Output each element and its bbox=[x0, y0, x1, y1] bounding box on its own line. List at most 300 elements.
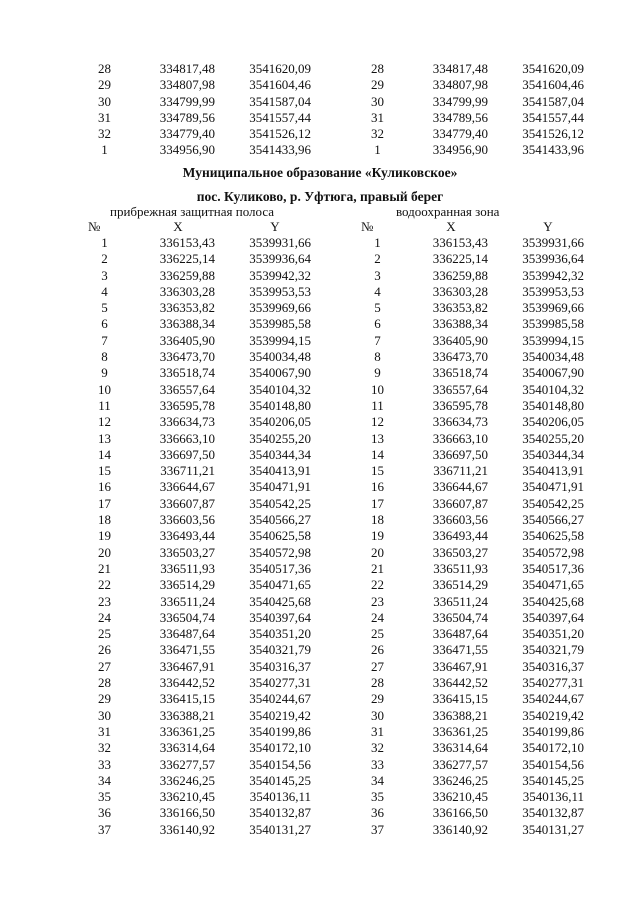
coordinate-x: 336388,34 bbox=[432, 316, 488, 332]
point-number: 14 bbox=[98, 446, 111, 462]
point-number: 20 bbox=[98, 544, 111, 560]
point-number: 5 bbox=[374, 300, 381, 316]
point-number: 7 bbox=[101, 332, 108, 348]
coordinate-y: 3540572,98 bbox=[249, 544, 311, 560]
coordinate-x: 336634,73 bbox=[432, 414, 488, 430]
point-number: 15 bbox=[371, 463, 384, 479]
point-number: 5 bbox=[101, 300, 108, 316]
table-row bbox=[361, 398, 591, 414]
point-number: 31 bbox=[98, 109, 111, 125]
coordinate-x: 336503,27 bbox=[159, 544, 215, 560]
table-row bbox=[361, 479, 591, 495]
table-row bbox=[88, 284, 318, 300]
coordinate-y: 3540154,56 bbox=[249, 756, 311, 772]
coordinate-x: 334789,56 bbox=[432, 109, 488, 125]
coordinate-y: 3540136,11 bbox=[249, 789, 311, 805]
coordinate-x: 336442,52 bbox=[432, 675, 488, 691]
point-number: 21 bbox=[371, 560, 384, 576]
table-row bbox=[88, 251, 318, 267]
point-number: 26 bbox=[371, 642, 384, 658]
table-row bbox=[361, 316, 591, 332]
coordinate-x: 336518,74 bbox=[159, 365, 215, 381]
table-row bbox=[88, 235, 318, 251]
table-row bbox=[88, 365, 318, 381]
coordinate-y: 3540244,67 bbox=[522, 691, 584, 707]
point-number: 9 bbox=[101, 365, 108, 381]
coordinate-y: 3539994,15 bbox=[522, 332, 584, 348]
coordinate-y: 3540277,31 bbox=[522, 675, 584, 691]
point-number: 3 bbox=[101, 267, 108, 283]
table-row bbox=[361, 365, 591, 381]
point-number: 30 bbox=[371, 93, 384, 109]
coordinate-x: 336303,28 bbox=[159, 283, 215, 299]
point-number: 1 bbox=[101, 235, 108, 250]
coordinate-x: 336225,14 bbox=[159, 251, 215, 267]
coordinate-x: 336140,92 bbox=[432, 821, 488, 837]
coordinate-y: 3541587,04 bbox=[249, 93, 311, 109]
table-row bbox=[88, 349, 318, 365]
coordinate-y: 3540104,32 bbox=[249, 381, 311, 397]
table-row bbox=[361, 268, 591, 284]
table-row bbox=[88, 496, 318, 512]
table-row bbox=[88, 512, 318, 528]
point-number: 15 bbox=[98, 463, 111, 479]
coordinate-y: 3540206,05 bbox=[522, 414, 584, 430]
coordinate-x: 336697,50 bbox=[432, 446, 488, 462]
coordinate-y: 3540517,36 bbox=[522, 560, 584, 576]
coordinate-x: 336487,64 bbox=[432, 626, 488, 642]
coordinate-x: 336353,82 bbox=[159, 300, 215, 316]
point-number: 36 bbox=[98, 805, 111, 821]
point-number: 10 bbox=[98, 381, 111, 397]
coordinate-y: 3541620,09 bbox=[249, 61, 311, 76]
table-row bbox=[361, 740, 591, 756]
coordinate-y: 3540255,20 bbox=[522, 430, 584, 446]
table-row bbox=[88, 740, 318, 756]
coordinate-x: 336388,34 bbox=[159, 316, 215, 332]
coordinate-y: 3540344,34 bbox=[249, 446, 311, 462]
point-number: 28 bbox=[371, 675, 384, 691]
table-row bbox=[88, 789, 318, 805]
table-row bbox=[361, 284, 591, 300]
coordinate-x: 336166,50 bbox=[159, 805, 215, 821]
coordinate-x: 336634,73 bbox=[159, 414, 215, 430]
coordinate-y: 3540397,64 bbox=[522, 609, 584, 625]
point-number: 2 bbox=[374, 251, 381, 267]
coordinate-y: 3540255,20 bbox=[249, 430, 311, 446]
table-row bbox=[361, 789, 591, 805]
coordinate-x: 336361,25 bbox=[432, 723, 488, 739]
coordinate-x: 336603,56 bbox=[159, 512, 215, 528]
coordinate-y: 3541587,04 bbox=[522, 93, 584, 109]
coordinate-x: 336259,88 bbox=[159, 267, 215, 283]
coordinate-y: 3540425,68 bbox=[522, 593, 584, 609]
left-subtitle: прибрежная защитная полоса bbox=[110, 204, 275, 219]
header-x: X bbox=[173, 219, 183, 234]
table-row bbox=[361, 691, 591, 707]
coordinate-y: 3540397,64 bbox=[249, 609, 311, 625]
point-number: 12 bbox=[98, 414, 111, 430]
table-row bbox=[361, 110, 591, 126]
coordinate-x: 336511,93 bbox=[160, 560, 215, 576]
coordinate-y: 3540542,25 bbox=[522, 495, 584, 511]
top-left-coordinate-table bbox=[88, 61, 318, 159]
point-number: 23 bbox=[98, 593, 111, 609]
coordinate-y: 3540067,90 bbox=[249, 365, 311, 381]
point-number: 29 bbox=[98, 77, 111, 93]
coordinate-y: 3540316,37 bbox=[249, 658, 311, 674]
table-row bbox=[361, 431, 591, 447]
table-row bbox=[361, 577, 591, 593]
table-row bbox=[88, 757, 318, 773]
point-number: 2 bbox=[101, 251, 108, 267]
table-row bbox=[88, 561, 318, 577]
point-number: 22 bbox=[98, 577, 111, 593]
table-row bbox=[88, 398, 318, 414]
coordinate-y: 3540132,87 bbox=[522, 805, 584, 821]
coordinate-x: 334779,40 bbox=[432, 126, 488, 142]
table-row bbox=[88, 594, 318, 610]
coordinate-y: 3540517,36 bbox=[249, 560, 311, 576]
point-number: 26 bbox=[98, 642, 111, 658]
coordinate-y: 3539931,66 bbox=[522, 235, 584, 250]
coordinate-y: 3539994,15 bbox=[249, 332, 311, 348]
right-subtitle: водоохранная зона bbox=[396, 204, 500, 219]
coordinate-x: 336644,67 bbox=[159, 479, 215, 495]
table-row bbox=[361, 496, 591, 512]
point-number: 19 bbox=[98, 528, 111, 544]
coordinate-y: 3540316,37 bbox=[522, 658, 584, 674]
point-number: 17 bbox=[371, 495, 384, 511]
coordinate-y: 3541433,96 bbox=[249, 142, 311, 158]
coordinate-x: 336277,57 bbox=[159, 756, 215, 772]
point-number: 3 bbox=[374, 267, 381, 283]
table-row bbox=[88, 333, 318, 349]
coordinate-x: 336711,21 bbox=[160, 463, 215, 479]
coordinate-x: 336210,45 bbox=[159, 789, 215, 805]
left-coordinate-table bbox=[88, 219, 318, 838]
coordinate-y: 3540104,32 bbox=[522, 381, 584, 397]
point-number: 28 bbox=[98, 675, 111, 691]
table-row bbox=[88, 77, 318, 93]
point-number: 27 bbox=[98, 658, 111, 674]
table-row bbox=[88, 773, 318, 789]
table-row bbox=[361, 659, 591, 675]
table-row bbox=[361, 382, 591, 398]
coordinate-y: 3540566,27 bbox=[249, 512, 311, 528]
coordinate-y: 3540542,25 bbox=[249, 495, 311, 511]
table-row bbox=[88, 447, 318, 463]
point-number: 13 bbox=[98, 430, 111, 446]
coordinate-y: 3540131,27 bbox=[249, 821, 311, 837]
coordinate-y: 3539942,32 bbox=[522, 267, 584, 283]
table-row bbox=[361, 61, 591, 77]
coordinate-x: 336595,78 bbox=[159, 397, 215, 413]
coordinate-x: 336314,64 bbox=[159, 740, 215, 756]
table-row bbox=[361, 708, 591, 724]
coordinate-x: 336277,57 bbox=[432, 756, 488, 772]
municipality-title: Муниципальное образование «Куликовское» bbox=[182, 165, 458, 180]
coordinate-y: 3539985,58 bbox=[249, 316, 311, 332]
point-number: 21 bbox=[98, 560, 111, 576]
point-number: 11 bbox=[371, 397, 384, 413]
coordinate-x: 336697,50 bbox=[159, 446, 215, 462]
point-number: 20 bbox=[371, 544, 384, 560]
table-row bbox=[361, 610, 591, 626]
coordinate-x: 336711,21 bbox=[433, 463, 488, 479]
header-number: № bbox=[88, 219, 101, 234]
table-row bbox=[88, 805, 318, 821]
coordinate-x: 334807,98 bbox=[432, 77, 488, 93]
point-number: 17 bbox=[98, 495, 111, 511]
table-row bbox=[361, 805, 591, 821]
point-number: 7 bbox=[374, 332, 381, 348]
table-row bbox=[361, 126, 591, 142]
point-number: 32 bbox=[371, 740, 384, 756]
table-row bbox=[88, 479, 318, 495]
point-number: 22 bbox=[371, 577, 384, 593]
point-number: 1 bbox=[101, 142, 108, 158]
coordinate-y: 3539985,58 bbox=[522, 316, 584, 332]
point-number: 8 bbox=[101, 349, 108, 365]
coordinate-x: 336361,25 bbox=[159, 723, 215, 739]
table-row bbox=[88, 675, 318, 691]
table-row bbox=[88, 300, 318, 316]
table-row bbox=[88, 708, 318, 724]
coordinate-x: 334779,40 bbox=[159, 126, 215, 142]
table-row bbox=[88, 610, 318, 626]
coordinate-x: 336166,50 bbox=[432, 805, 488, 821]
table-row bbox=[361, 251, 591, 267]
table-row bbox=[88, 382, 318, 398]
point-number: 16 bbox=[98, 479, 111, 495]
coordinate-x: 336353,82 bbox=[432, 300, 488, 316]
point-number: 9 bbox=[374, 365, 381, 381]
point-number: 32 bbox=[371, 126, 384, 142]
table-row bbox=[88, 61, 318, 77]
point-number: 31 bbox=[371, 109, 384, 125]
header-x: X bbox=[446, 219, 456, 234]
coordinate-y: 3540413,91 bbox=[249, 463, 311, 479]
point-number: 27 bbox=[371, 658, 384, 674]
coordinate-y: 3539969,66 bbox=[249, 300, 311, 316]
coordinate-x: 336473,70 bbox=[432, 349, 488, 365]
point-number: 18 bbox=[371, 512, 384, 528]
coordinate-x: 336493,44 bbox=[432, 528, 488, 544]
point-number: 12 bbox=[371, 414, 384, 430]
coordinate-x: 336153,43 bbox=[432, 235, 488, 250]
point-number: 33 bbox=[98, 756, 111, 772]
coordinate-x: 336644,67 bbox=[432, 479, 488, 495]
coordinate-y: 3540131,27 bbox=[522, 821, 584, 837]
coordinate-y: 3540277,31 bbox=[249, 675, 311, 691]
table-row bbox=[88, 110, 318, 126]
coordinate-y: 3540413,91 bbox=[522, 463, 584, 479]
table-row bbox=[361, 773, 591, 789]
table-row bbox=[88, 431, 318, 447]
table-row bbox=[361, 333, 591, 349]
point-number: 18 bbox=[98, 512, 111, 528]
coordinate-x: 336487,64 bbox=[159, 626, 215, 642]
point-number: 35 bbox=[371, 789, 384, 805]
table-row bbox=[361, 675, 591, 691]
coordinate-x: 336504,74 bbox=[159, 609, 215, 625]
coordinate-y: 3540132,87 bbox=[249, 805, 311, 821]
table-row bbox=[88, 626, 318, 642]
coordinate-x: 334956,90 bbox=[159, 142, 215, 158]
coordinate-x: 336225,14 bbox=[432, 251, 488, 267]
table-row bbox=[361, 300, 591, 316]
coordinate-x: 336405,90 bbox=[159, 332, 215, 348]
table-row bbox=[88, 545, 318, 561]
table-header bbox=[88, 219, 318, 235]
coordinate-x: 336246,25 bbox=[159, 772, 215, 788]
coordinate-y: 3540219,42 bbox=[249, 707, 311, 723]
point-number: 29 bbox=[371, 77, 384, 93]
point-number: 32 bbox=[98, 126, 111, 142]
point-number: 25 bbox=[98, 626, 111, 642]
table-row bbox=[361, 594, 591, 610]
coordinate-y: 3539936,64 bbox=[522, 251, 584, 267]
coordinate-y: 3540625,58 bbox=[522, 528, 584, 544]
coordinate-x: 336511,24 bbox=[160, 593, 215, 609]
coordinate-x: 336388,21 bbox=[159, 707, 215, 723]
point-number: 37 bbox=[98, 821, 111, 837]
coordinate-y: 3540206,05 bbox=[249, 414, 311, 430]
coordinate-x: 336518,74 bbox=[432, 365, 488, 381]
table-row bbox=[361, 349, 591, 365]
coordinate-y: 3540148,80 bbox=[249, 397, 311, 413]
point-number: 28 bbox=[371, 61, 384, 76]
coordinate-y: 3540219,42 bbox=[522, 707, 584, 723]
table-row bbox=[88, 642, 318, 658]
table-row bbox=[88, 142, 318, 158]
coordinate-y: 3540034,48 bbox=[522, 349, 584, 365]
coordinate-y: 3540572,98 bbox=[522, 544, 584, 560]
coordinate-x: 336210,45 bbox=[432, 789, 488, 805]
table-row bbox=[361, 822, 591, 838]
coordinate-y: 3539953,53 bbox=[249, 283, 311, 299]
coordinate-x: 336471,55 bbox=[159, 642, 215, 658]
coordinate-x: 336514,29 bbox=[432, 577, 488, 593]
coordinate-x: 336153,43 bbox=[159, 235, 215, 250]
point-number: 35 bbox=[98, 789, 111, 805]
coordinate-y: 3540067,90 bbox=[522, 365, 584, 381]
coordinate-y: 3540136,11 bbox=[522, 789, 584, 805]
top-right-coordinate-table bbox=[361, 61, 591, 159]
table-row bbox=[361, 757, 591, 773]
coordinate-y: 3540425,68 bbox=[249, 593, 311, 609]
coordinate-x: 336246,25 bbox=[432, 772, 488, 788]
coordinate-y: 3539936,64 bbox=[249, 251, 311, 267]
point-number: 34 bbox=[98, 772, 111, 788]
coordinate-x: 336388,21 bbox=[432, 707, 488, 723]
table-row bbox=[88, 724, 318, 740]
table-row bbox=[361, 94, 591, 110]
coordinate-y: 3540145,25 bbox=[249, 772, 311, 788]
coordinate-y: 3540471,91 bbox=[249, 479, 311, 495]
coordinate-y: 3540321,79 bbox=[249, 642, 311, 658]
point-number: 1 bbox=[374, 142, 381, 158]
point-number: 11 bbox=[98, 397, 111, 413]
coordinate-y: 3540471,65 bbox=[249, 577, 311, 593]
coordinate-y: 3539969,66 bbox=[522, 300, 584, 316]
point-number: 30 bbox=[371, 707, 384, 723]
table-row bbox=[88, 691, 318, 707]
coordinate-x: 336493,44 bbox=[159, 528, 215, 544]
table-row bbox=[361, 142, 591, 158]
point-number: 33 bbox=[371, 756, 384, 772]
point-number: 37 bbox=[371, 821, 384, 837]
coordinate-x: 336415,15 bbox=[159, 691, 215, 707]
coordinate-x: 334817,48 bbox=[432, 61, 488, 76]
table-row bbox=[88, 822, 318, 838]
coordinate-x: 336471,55 bbox=[432, 642, 488, 658]
point-number: 6 bbox=[374, 316, 381, 332]
point-number: 10 bbox=[371, 381, 384, 397]
coordinate-y: 3540154,56 bbox=[522, 756, 584, 772]
coordinate-x: 336557,64 bbox=[159, 381, 215, 397]
point-number: 14 bbox=[371, 446, 384, 462]
table-row bbox=[88, 316, 318, 332]
table-row bbox=[361, 528, 591, 544]
point-number: 31 bbox=[98, 723, 111, 739]
table-row bbox=[88, 528, 318, 544]
coordinate-x: 336511,93 bbox=[433, 560, 488, 576]
header-y: Y bbox=[543, 219, 553, 234]
point-number: 4 bbox=[101, 283, 108, 299]
coordinate-y: 3540351,20 bbox=[522, 626, 584, 642]
coordinate-x: 336140,92 bbox=[159, 821, 215, 837]
point-number: 16 bbox=[371, 479, 384, 495]
coordinate-x: 336557,64 bbox=[432, 381, 488, 397]
coordinate-x: 336607,87 bbox=[159, 495, 215, 511]
coordinate-y: 3540199,86 bbox=[249, 723, 311, 739]
point-number: 6 bbox=[101, 316, 108, 332]
point-number: 31 bbox=[371, 723, 384, 739]
table-row bbox=[88, 577, 318, 593]
coordinate-y: 3540321,79 bbox=[522, 642, 584, 658]
point-number: 28 bbox=[98, 61, 111, 76]
coordinate-x: 336467,91 bbox=[432, 658, 488, 674]
coordinate-y: 3539953,53 bbox=[522, 283, 584, 299]
point-number: 32 bbox=[98, 740, 111, 756]
coordinate-y: 3540625,58 bbox=[249, 528, 311, 544]
point-number: 29 bbox=[371, 691, 384, 707]
coordinate-x: 334956,90 bbox=[432, 142, 488, 158]
coordinate-x: 336514,29 bbox=[159, 577, 215, 593]
point-number: 30 bbox=[98, 707, 111, 723]
table-row bbox=[361, 561, 591, 577]
table-row bbox=[361, 447, 591, 463]
table-row bbox=[361, 512, 591, 528]
coordinate-x: 334789,56 bbox=[159, 109, 215, 125]
coordinate-x: 334807,98 bbox=[159, 77, 215, 93]
coordinate-y: 3539931,66 bbox=[249, 235, 311, 250]
coordinate-y: 3540344,34 bbox=[522, 446, 584, 462]
coordinate-x: 336503,27 bbox=[432, 544, 488, 560]
coordinate-y: 3541526,12 bbox=[249, 126, 311, 142]
point-number: 34 bbox=[371, 772, 384, 788]
coordinate-x: 336442,52 bbox=[159, 675, 215, 691]
coordinate-y: 3540172,10 bbox=[522, 740, 584, 756]
table-row bbox=[88, 463, 318, 479]
coordinate-x: 336405,90 bbox=[432, 332, 488, 348]
coordinate-y: 3541433,96 bbox=[522, 142, 584, 158]
coordinate-x: 334817,48 bbox=[159, 61, 215, 76]
header-y: Y bbox=[270, 219, 280, 234]
coordinate-y: 3540244,67 bbox=[249, 691, 311, 707]
